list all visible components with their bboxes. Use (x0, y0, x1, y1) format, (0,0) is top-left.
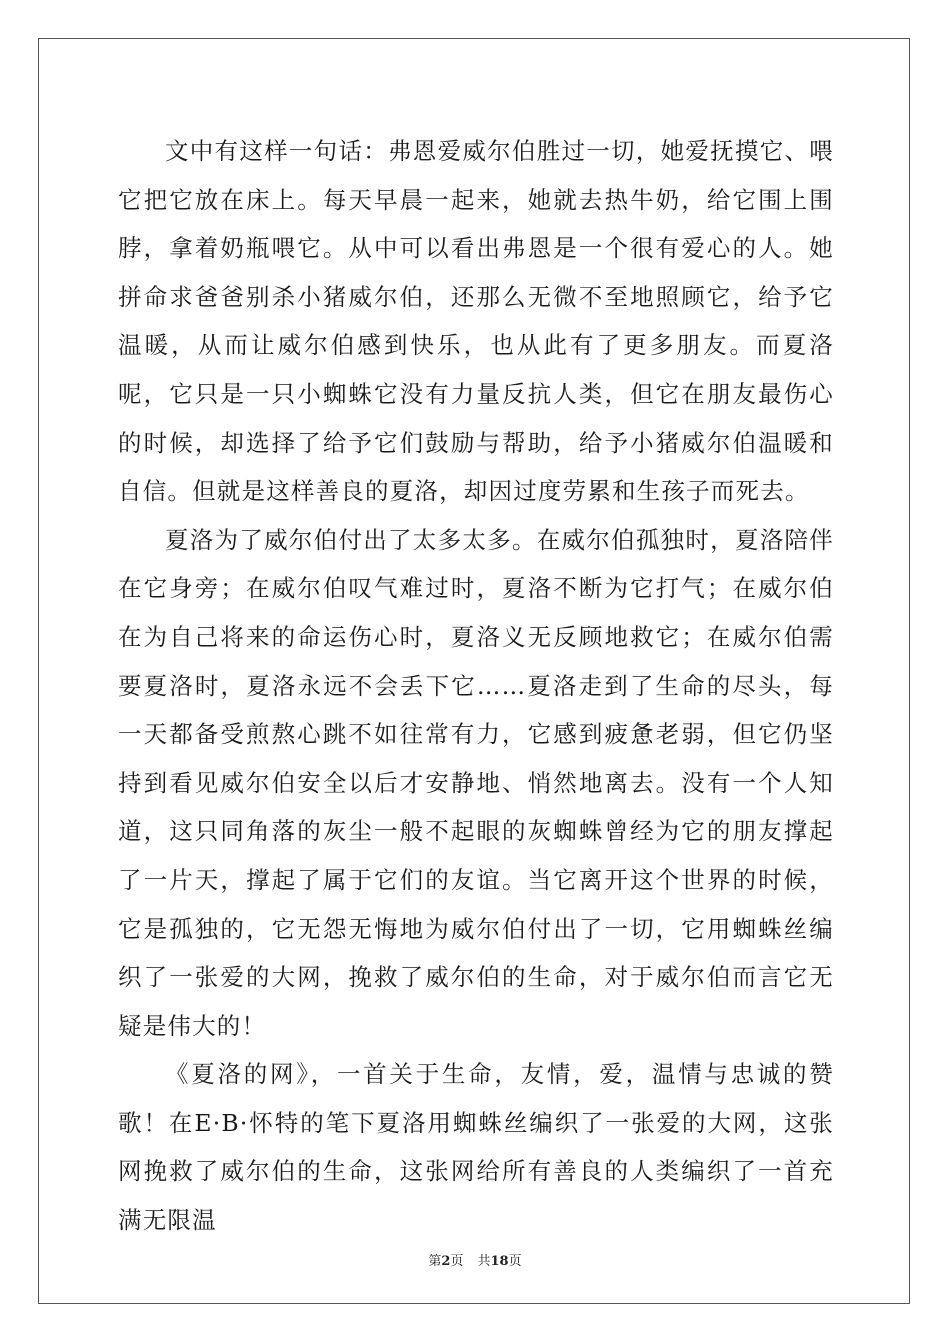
page-suffix: 页 (450, 1254, 464, 1269)
page-footer (0, 1250, 950, 1269)
paragraph-1: 文中有这样一句话：弗恩爱威尔伯胜过一切，她爱抚摸它、喂它把它放在床上。每天早晨一起来，她就去热牛奶，给它围上围脖，拿着奶瓶喂它。从中可以看出弗恩是一个很有爱心的人。她拼命求爸爸别杀小猪威尔伯，还那么无微不至地照顾它，给予它温暖，从而让威尔伯感到快乐，也从此有了更多朋友。而夏洛呢，它只是一只小蜘蛛它没有力量反抗人类，但它在朋友最伤心的时候，却选择了给予它们鼓励与帮助，给予小猪威尔伯温暖和自信。但就是这样善良的夏洛，却因过度劳累和生孩子而死去。 (118, 137, 834, 506)
document-body (118, 127, 834, 1245)
page-number: 2 (441, 1254, 451, 1269)
total-prefix: 共 (477, 1254, 491, 1269)
total-pages: 18 (490, 1254, 509, 1269)
total-suffix: 页 (508, 1254, 522, 1269)
page-prefix: 第 (428, 1254, 442, 1269)
paragraph-3: 《夏洛的网》，一首关于生命，友情，爱，温情与忠诚的赞歌！在E·B·怀特的笔下夏洛用蜘蛛丝编织了一张爱的大网，这张网挽救了威尔伯的生命，这张网给所有善良的人类编织了一首充满无限温 (118, 1060, 834, 1235)
paragraph-2: 夏洛为了威尔伯付出了太多太多。在威尔伯孤独时，夏洛陪伴在它身旁；在威尔伯叹气难过时，夏洛不断为它打气；在威尔伯在为自己将来的命运伤心时，夏洛义无反顾地救它；在威尔伯需要夏洛时，夏洛永远不会丢下它……夏洛走到了生命的尽头，每一天都备受煎熬心跳不如往常有力，它感到疲惫老弱，但它仍坚持到看见威尔伯安全以后才安静地、悄然地离去。没有一个人知道，这只同角落的灰尘一般不起眼的灰蜘蛛曾经为它的朋友撑起了一片天，撑起了属于它们的友谊。当它离开这个世界的时候，它是孤独的，它无怨无悔地为威尔伯付出了一切，它用蜘蛛丝编织了一张爱的大网，挽救了威尔伯的生命，对于威尔伯而言它无疑是伟大的！ (118, 525, 834, 1040)
